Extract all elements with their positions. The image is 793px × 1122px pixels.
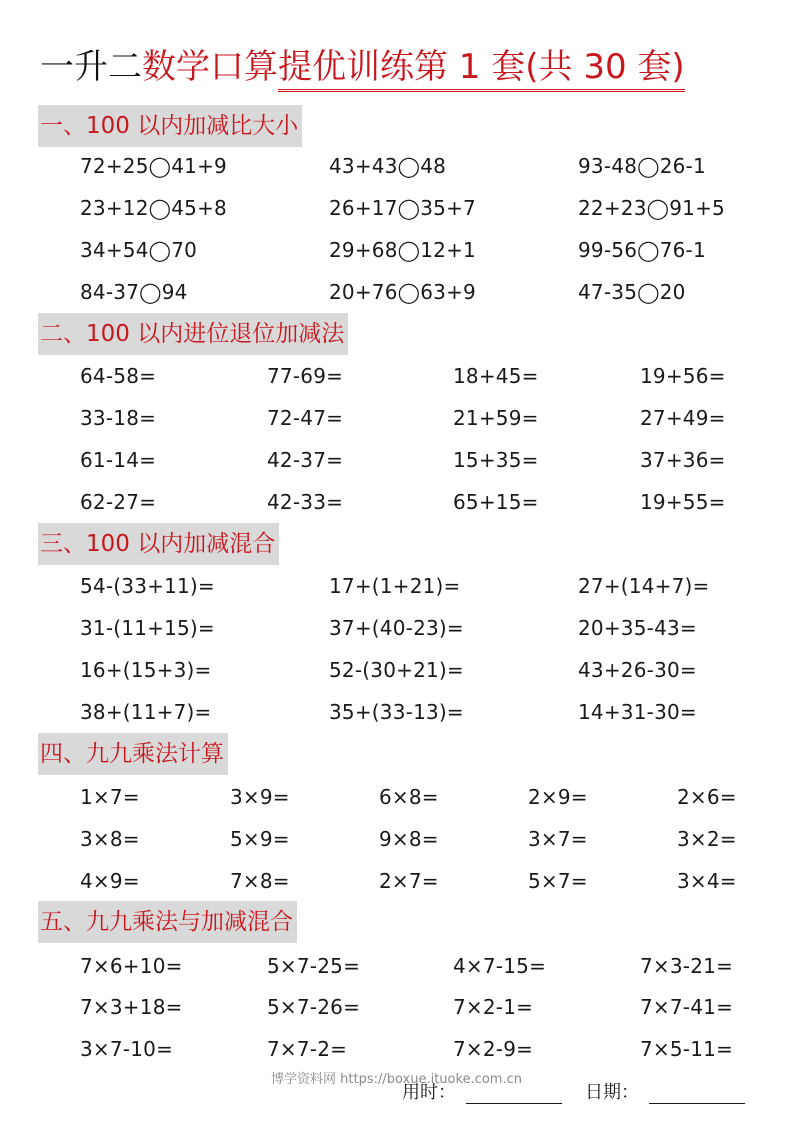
problem-item: 43+26-30= (578, 658, 697, 682)
problem-item: 17+(1+21)= (329, 574, 461, 598)
problem-item: 62-27= (80, 490, 157, 514)
section-heading-multiplication: 四、九九乘法计算 (38, 733, 228, 775)
problem-item: 3×2= (677, 827, 737, 851)
problem-item: 72+25◯41+9 (80, 154, 227, 178)
problem-item: 7×2-9= (453, 1037, 534, 1061)
problem-item: 93-48◯26-1 (578, 154, 706, 178)
problem-item: 42-33= (267, 490, 344, 514)
problem-item: 77-69= (267, 364, 344, 388)
problem-item: 35+(33-13)= (329, 700, 464, 724)
problem-item: 2×9= (528, 785, 588, 809)
title-part-grade: 一升二 (40, 47, 142, 87)
problem-item: 27+49= (640, 406, 726, 430)
problem-item: 27+(14+7)= (578, 574, 710, 598)
problem-item: 9×8= (379, 827, 439, 851)
problem-item: 7×8= (230, 869, 290, 893)
problem-item: 19+56= (640, 364, 726, 388)
title-part-subject: 数学口算 (142, 47, 278, 87)
section-heading-mixed: 三、100 以内加减混合 (38, 523, 279, 565)
problem-item: 33-18= (80, 406, 157, 430)
problem-item: 26+17◯35+7 (329, 196, 476, 220)
problem-item: 7×3+18= (80, 995, 183, 1019)
problem-item: 7×2-1= (453, 995, 534, 1019)
problem-item: 5×7-26= (267, 995, 361, 1019)
section-heading-carry-borrow: 二、100 以内进位退位加减法 (38, 313, 348, 355)
problem-item: 34+54◯70 (80, 238, 198, 262)
problem-item: 37+(40-23)= (329, 616, 464, 640)
problem-item: 29+68◯12+1 (329, 238, 476, 262)
problem-item: 43+43◯48 (329, 154, 447, 178)
date-label: 日期： (585, 1082, 639, 1103)
problem-item: 54-(33+11)= (80, 574, 215, 598)
problem-item: 4×7-15= (453, 954, 547, 978)
problem-item: 4×9= (80, 869, 140, 893)
page-title (40, 44, 760, 90)
problem-item: 2×7= (379, 869, 439, 893)
problem-item: 3×4= (677, 869, 737, 893)
time-label: 用时： (402, 1082, 456, 1103)
problem-item: 2×6= (677, 785, 737, 809)
problem-item: 20+35-43= (578, 616, 697, 640)
problem-item: 3×9= (230, 785, 290, 809)
problem-item: 22+23◯91+5 (578, 196, 725, 220)
problem-item: 72-47= (267, 406, 344, 430)
problem-item: 61-14= (80, 448, 157, 472)
problem-item: 84-37◯94 (80, 280, 188, 304)
problem-item: 7×3-21= (640, 954, 734, 978)
problem-item: 19+55= (640, 490, 726, 514)
watermark-text: 博学资料网 https://boxue.ituoke.com.cn (271, 1072, 522, 1087)
problem-item: 20+76◯63+9 (329, 280, 476, 304)
section-heading-multiply-mixed: 五、九九乘法与加减混合 (38, 901, 297, 943)
problem-item: 64-58= (80, 364, 157, 388)
problem-item: 15+35= (453, 448, 539, 472)
problem-item: 3×8= (80, 827, 140, 851)
problem-item: 6×8= (379, 785, 439, 809)
problem-item: 14+31-30= (578, 700, 697, 724)
section-heading-compare: 一、100 以内加减比大小 (38, 105, 302, 147)
date-blank-field[interactable] (649, 1103, 745, 1104)
problem-item: 7×6+10= (80, 954, 183, 978)
problem-item: 5×7-25= (267, 954, 361, 978)
problem-item: 31-(11+15)= (80, 616, 215, 640)
problem-item: 42-37= (267, 448, 344, 472)
problem-item: 1×7= (80, 785, 140, 809)
problem-item: 52-(30+21)= (329, 658, 464, 682)
problem-item: 7×5-11= (640, 1037, 734, 1061)
problem-item: 5×9= (230, 827, 290, 851)
problem-item: 3×7= (528, 827, 588, 851)
title-part-set: 提优训练第 1 套(共 30 套) (278, 47, 685, 92)
problem-item: 38+(11+7)= (80, 700, 212, 724)
problem-item: 7×7-2= (267, 1037, 348, 1061)
problem-item: 16+(15+3)= (80, 658, 212, 682)
problem-item: 65+15= (453, 490, 539, 514)
problem-item: 7×7-41= (640, 995, 734, 1019)
problem-item: 47-35◯20 (578, 280, 686, 304)
time-blank-field[interactable] (466, 1103, 562, 1104)
problem-item: 5×7= (528, 869, 588, 893)
problem-item: 37+36= (640, 448, 726, 472)
problem-item: 99-56◯76-1 (578, 238, 706, 262)
problem-item: 18+45= (453, 364, 539, 388)
problem-item: 3×7-10= (80, 1037, 174, 1061)
problem-item: 21+59= (453, 406, 539, 430)
problem-item: 23+12◯45+8 (80, 196, 227, 220)
